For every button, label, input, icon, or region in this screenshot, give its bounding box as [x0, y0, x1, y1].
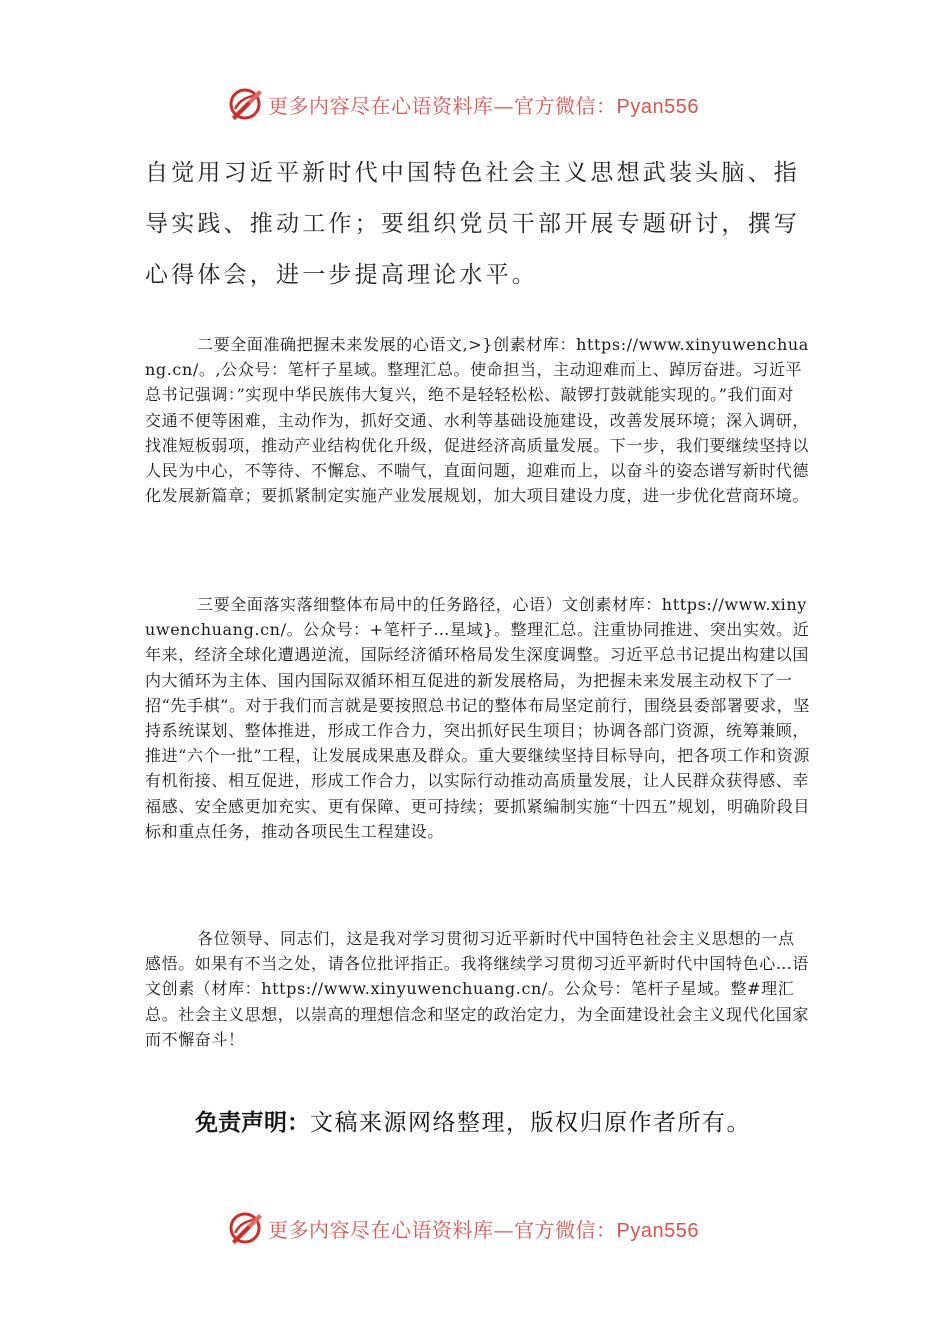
footer-banner-wechat-label: 官方微信：	[514, 1217, 617, 1242]
footer-banner-main-text: 更多内容尽在心语资料库	[268, 1217, 494, 1242]
intro-continuation-paragraph: 自觉用习近平新时代中国特色社会主义思想武装头脑、指导实践、推动工作；要组织党员干部开展专题研讨，撰写心得体会，进一步提高理论水平。	[145, 160, 800, 288]
disclaimer-text: 文稿来源网络整理，版权归原作者所有。	[310, 1110, 751, 1136]
paragraph-two: 二要全面准确把握未来发展的心语文,>}创素材库：https://www.xinyuwenchuang.cn/。,公众号：笔杆子星域。整理汇总。使命担当，主动迎难而上、踔厉奋进。习近平总书记强调：”实现中华民族伟大复兴，绝不是轻轻松松、敲锣打鼓就能实现的。”我们面对交通不便等困难，主动作为，抓好交通、水利等基础设施建设，改善发展环境；深入调研，找准短板弱项，推动产业结构优化升级，促进经济高质量发展。下一步，我们要继续坚持以人民为中心，不等待、不懈怠、不喘气，直面问题，迎难而上，以奋斗的姿态谱写新时代德化发展新篇章；要抓紧制定实施产业发展规划，加大项目建设力度，进一步优化营商环境。	[145, 335, 810, 506]
paragraph-three: 三要全面落实落细整体布局中的任务路径，心语）文创素材库：https://www.xinyuwenchuang.cn/。公众号：+笔杆子…星域}。整理汇总。注重协同推进、突出实效。近年来，经济全球化遭遇逆流，国际经济循环格局发生深度调整。习近平总书记提出构建以国内大循环为主体、国内国际双循环相互促进的新发展格局，为把握未来发展主动权下了一招“先手棋”。对于我们而言就是要按照总书记的整体布局坚定前行，围绕县委部署要求，坚持系统谋划、整体推进，形成工作合力，突出抓好民生项目；协调各部门资源，统筹兼顾，推进“六个一批”工程，让发展成果惠及群众。重大要继续坚持目标导向，把各项工作和资源有机衔接、相互促进，形成工作合力，以实际行动推动高质量发展，让人民群众获得感、幸福感、安全感更加充实、更有保障、更可持续；要抓紧编制实施“十四五”规划，明确阶段目标和重点任务，推动各项民生工程建设。	[145, 595, 810, 841]
banner-wechat-label: 官方微信：	[514, 93, 617, 118]
header-banner	[226, 84, 746, 124]
footer-banner	[226, 1208, 746, 1248]
pen-logo-icon	[226, 1209, 264, 1247]
footer-banner-dash: —	[493, 1217, 514, 1242]
banner-dash: —	[493, 93, 514, 118]
footer-banner-wechat-id: Pyan556	[616, 1219, 699, 1242]
footer-banner-text	[268, 1214, 699, 1243]
pen-logo-icon	[226, 85, 264, 123]
disclaimer-label: 免责声明：	[195, 1110, 310, 1136]
banner-wechat-id: Pyan556	[616, 95, 699, 118]
banner-text	[268, 90, 699, 119]
banner-main-text: 更多内容尽在心语资料库	[268, 93, 494, 118]
paragraph-four: 各位领导、同志们，这是我对学习贯彻习近平新时代中国特色社会主义思想的一点感悟。如果有不当之处，请各位批评指正。我将继续学习贯彻习近平新时代中国特色心…语文创素（材库：https://www.xinyuwenchuang.cn/。公众号：笔杆子星域。整#理汇总。社会主义思想，以崇高的理想信念和坚定的政治定力，为全面建设社会主义现代化国家而不懈奋斗！	[145, 929, 810, 1049]
disclaimer	[195, 1105, 815, 1141]
